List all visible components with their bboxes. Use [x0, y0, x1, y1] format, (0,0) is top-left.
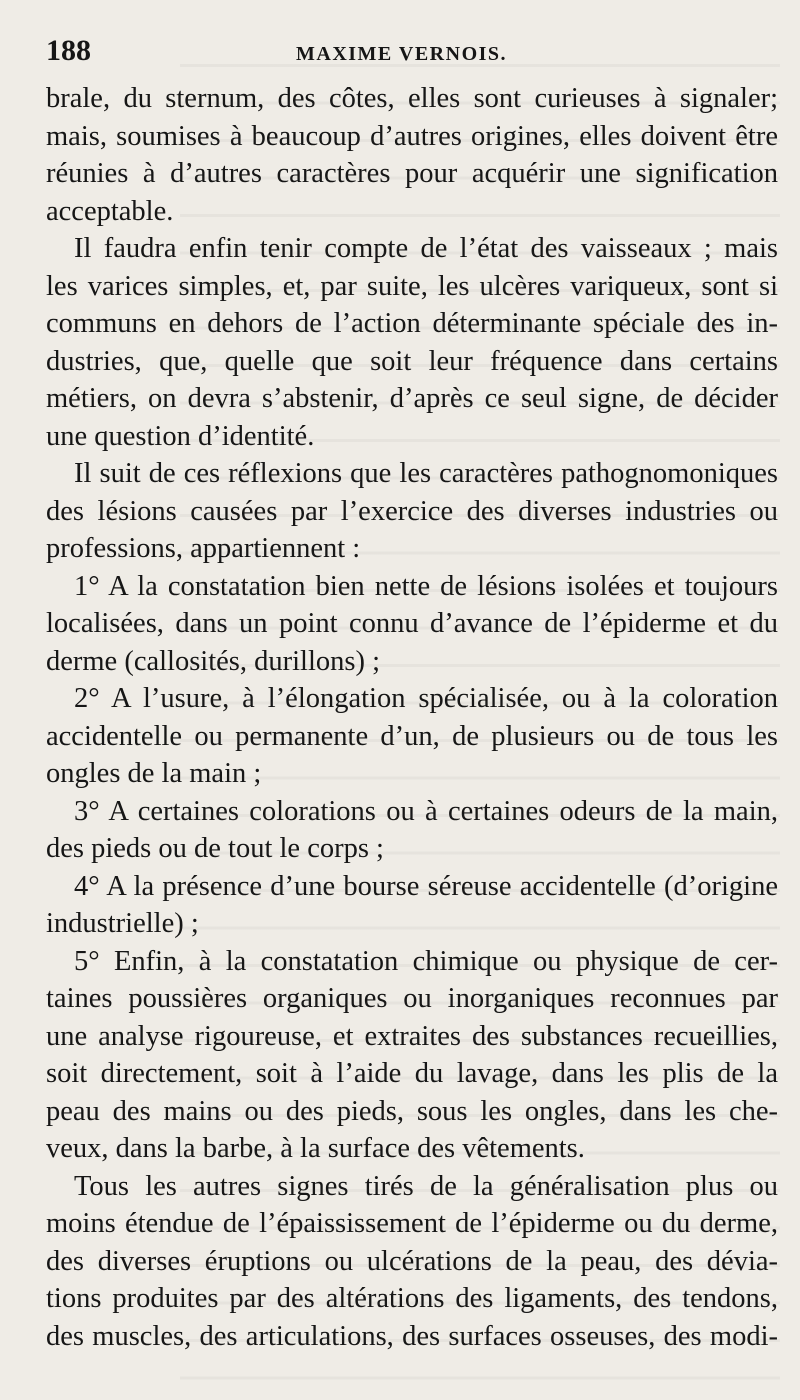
text-line: brale, du sternum, des côtes, elles sont curieuses à signaler; [46, 83, 778, 114]
body-text [46, 80, 778, 1355]
running-title: MAXIME VERNOIS. [296, 43, 508, 65]
text-line: Il faudra enfin tenir compte de l’état des vaisseaux ; mais [74, 233, 778, 264]
text-line: moins étendue de l’épaississement de l’épiderme ou du derme, [46, 1208, 778, 1239]
text-line: dustries, que, quelle que soit leur fréquence dans certains [46, 345, 778, 377]
text-line: Il suit de ces réflexions que les caractères pathognomoniques [74, 458, 778, 489]
text-line: localisées, dans un point connu d’avance de l’épiderme et du [46, 608, 778, 639]
text-line: veux, dans la barbe, à la surface des vêtements. [46, 1133, 585, 1164]
text-line: des diverses éruptions ou ulcérations de la peau, des dévia- [46, 1245, 778, 1277]
text-line: 2° A l’usure, à l’élongation spécialisée, ou à la coloration [74, 683, 778, 714]
text-line: réunies à d’autres caractères pour acquérir une signification [46, 158, 778, 189]
text-line: derme (callosités, durillons) ; [46, 645, 380, 677]
text-line: métiers, on devra s’abstenir, d’après ce seul signe, de décider [46, 383, 778, 414]
text-line: 4° A la présence d’une bourse séreuse accidentelle (d’origine [74, 870, 778, 902]
text-line: taines poussières organiques ou inorganiques reconnues par [46, 983, 778, 1014]
text-line: acceptable. [46, 195, 174, 227]
page-header [46, 34, 778, 80]
text-line: peau des mains ou des pieds, sous les ongles, dans les che- [46, 1095, 778, 1127]
text-line: communs en dehors de l’action déterminante spéciale des in- [46, 308, 778, 339]
text-line: accidentelle ou permanente d’un, de plusieurs ou de tous les [46, 720, 778, 752]
text-line: ongles de la main ; [46, 758, 262, 789]
text-line: les varices simples, et, par suite, les ulcères variqueux, sont si [46, 270, 778, 302]
text-line: une question d’identité. [46, 420, 315, 452]
text-line: industrielle) ; [46, 908, 199, 939]
page-number: 188 [46, 34, 91, 67]
text-line: des lésions causées par l’exercice des diverses industries ou [46, 495, 778, 527]
text-line: professions, appartiennent : [46, 533, 361, 564]
text-line: mais, soumises à beaucoup d’autres origines, elles doivent être [46, 120, 778, 152]
text-line: des muscles, des articulations, des surfaces osseuses, des modi- [46, 1320, 778, 1352]
text-line: tions produites par des altérations des ligaments, des tendons, [46, 1283, 778, 1314]
text-line: Tous les autres signes tirés de la généralisation plus ou [74, 1170, 778, 1202]
text-line: 5° Enfin, à la constatation chimique ou physique de cer- [74, 945, 778, 977]
text-line: des pieds ou de tout le corps ; [46, 833, 384, 864]
text-line: soit directement, soit à l’aide du lavage, dans les plis de la [46, 1058, 778, 1089]
text-line: une analyse rigoureuse, et extraites des substances recueillies, [46, 1020, 778, 1052]
text-line: 1° A la constatation bien nette de lésions isolées et toujours [74, 570, 778, 602]
text-line: 3° A certaines colorations ou à certaines odeurs de la main, [74, 795, 778, 827]
